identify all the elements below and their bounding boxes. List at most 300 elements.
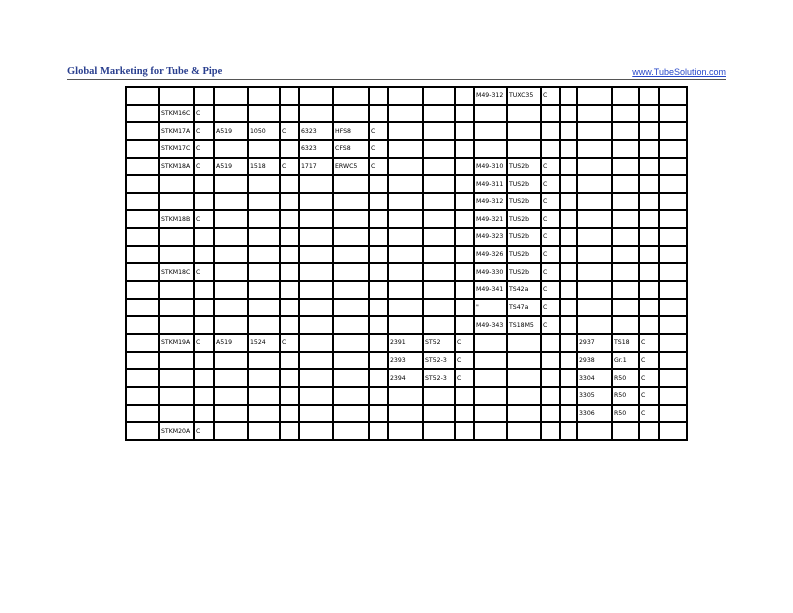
- table-row: [126, 122, 687, 140]
- table-cell: [577, 281, 612, 299]
- table-cell: [299, 352, 333, 370]
- table-cell: [280, 263, 299, 281]
- table-row: [126, 210, 687, 228]
- table-cell: [639, 87, 659, 105]
- table-cell: [194, 228, 214, 246]
- table-cell: [560, 422, 577, 440]
- table-cell: [455, 140, 474, 158]
- table-cell: [639, 140, 659, 158]
- table-cell: [639, 299, 659, 317]
- table-cell: [455, 122, 474, 140]
- table-cell: 3306: [577, 405, 612, 423]
- table-cell: C: [541, 246, 560, 264]
- table-cell: [388, 281, 423, 299]
- table-cell: A519: [214, 122, 248, 140]
- table-cell: [280, 193, 299, 211]
- table-cell: [541, 334, 560, 352]
- table-cell: [560, 369, 577, 387]
- table-cell: 2394: [388, 369, 423, 387]
- table-cell: [333, 316, 369, 334]
- table-cell: [474, 369, 507, 387]
- table-cell: [280, 422, 299, 440]
- table-cell: [248, 175, 280, 193]
- table-cell: [369, 281, 388, 299]
- table-cell: C: [369, 140, 388, 158]
- table-cell: [423, 87, 455, 105]
- table-cell: [507, 422, 541, 440]
- table-cell: [639, 246, 659, 264]
- table-cell: [194, 299, 214, 317]
- table-cell: [280, 210, 299, 228]
- table-cell: 1524: [248, 334, 280, 352]
- table-cell: STKM16C: [159, 105, 194, 123]
- table-cell: [126, 405, 159, 423]
- table-cell: [507, 369, 541, 387]
- table-row: [126, 158, 687, 176]
- table-cell: [126, 352, 159, 370]
- table-cell: [541, 369, 560, 387]
- table-cell: STKM18B: [159, 210, 194, 228]
- table-cell: TS18M5: [507, 316, 541, 334]
- table-cell: TUS2b: [507, 210, 541, 228]
- table-row: [126, 352, 687, 370]
- table-cell: TS47a: [507, 299, 541, 317]
- table-cell: [126, 228, 159, 246]
- table-cell: C: [194, 422, 214, 440]
- table-cell: [659, 334, 687, 352]
- table-cell: [612, 175, 639, 193]
- table-cell: [299, 246, 333, 264]
- table-cell: [577, 87, 612, 105]
- table-cell: C: [194, 334, 214, 352]
- table-cell: 1717: [299, 158, 333, 176]
- table-cell: [541, 140, 560, 158]
- table-cell: [248, 140, 280, 158]
- table-cell: [455, 422, 474, 440]
- table-cell: [299, 316, 333, 334]
- table-cell: CFS8: [333, 140, 369, 158]
- table-cell: [423, 281, 455, 299]
- table-cell: [388, 299, 423, 317]
- table-cell: [560, 334, 577, 352]
- table-cell: [214, 228, 248, 246]
- table-cell: [214, 210, 248, 228]
- table-cell: [659, 210, 687, 228]
- table-cell: [126, 193, 159, 211]
- table-cell: C: [455, 334, 474, 352]
- table-cell: [577, 122, 612, 140]
- table-cell: [612, 193, 639, 211]
- table-cell: [639, 263, 659, 281]
- table-cell: C: [455, 369, 474, 387]
- table-cell: [388, 140, 423, 158]
- table-cell: M49-312: [474, 193, 507, 211]
- table-cell: [577, 422, 612, 440]
- table-cell: [423, 158, 455, 176]
- table-cell: M49-310: [474, 158, 507, 176]
- table-cell: [474, 387, 507, 405]
- table-cell: [126, 316, 159, 334]
- table-cell: C: [541, 158, 560, 176]
- table-cell: [194, 193, 214, 211]
- table-cell: [248, 87, 280, 105]
- table-cell: [369, 387, 388, 405]
- table-cell: [560, 246, 577, 264]
- table-cell: [659, 422, 687, 440]
- table-cell: [194, 246, 214, 264]
- table-cell: [423, 210, 455, 228]
- table-cell: [126, 246, 159, 264]
- table-cell: [659, 405, 687, 423]
- header-divider: [67, 79, 726, 80]
- table-cell: C: [194, 122, 214, 140]
- table-cell: [659, 193, 687, 211]
- table-cell: [126, 263, 159, 281]
- table-cell: [474, 422, 507, 440]
- table-cell: [474, 334, 507, 352]
- table-cell: [280, 299, 299, 317]
- table-cell: [194, 369, 214, 387]
- table-cell: [560, 105, 577, 123]
- table-cell: [369, 263, 388, 281]
- table-cell: [333, 228, 369, 246]
- table-cell: [194, 316, 214, 334]
- table-cell: [299, 387, 333, 405]
- table-cell: [280, 352, 299, 370]
- table-cell: [194, 281, 214, 299]
- table-cell: [639, 105, 659, 123]
- table-cell: [126, 387, 159, 405]
- table-cell: M49-341: [474, 281, 507, 299]
- table-cell: R50: [612, 369, 639, 387]
- table-cell: [639, 210, 659, 228]
- table-cell: [388, 210, 423, 228]
- table-cell: [639, 175, 659, 193]
- table-cell: [388, 246, 423, 264]
- table-cell: [388, 175, 423, 193]
- table-cell: [577, 299, 612, 317]
- table-cell: [280, 105, 299, 123]
- table-row: [126, 140, 687, 158]
- table-cell: [248, 387, 280, 405]
- table-cell: [333, 299, 369, 317]
- table-cell: [369, 405, 388, 423]
- table-cell: [455, 299, 474, 317]
- table-cell: [194, 87, 214, 105]
- table-cell: [388, 316, 423, 334]
- table-row: [126, 246, 687, 264]
- table-row: [126, 263, 687, 281]
- table-cell: [388, 263, 423, 281]
- table-cell: C: [541, 263, 560, 281]
- table-cell: [369, 316, 388, 334]
- table-cell: [333, 193, 369, 211]
- header-title: Global Marketing for Tube & Pipe: [67, 66, 223, 77]
- table-cell: [248, 263, 280, 281]
- table-cell: [333, 387, 369, 405]
- table-cell: A519: [214, 158, 248, 176]
- table-cell: R50: [612, 387, 639, 405]
- table-cell: [423, 246, 455, 264]
- table-cell: [612, 299, 639, 317]
- table-cell: 2391: [388, 334, 423, 352]
- table-cell: [612, 158, 639, 176]
- table-cell: C: [280, 122, 299, 140]
- table-cell: [333, 87, 369, 105]
- table-cell: C: [639, 405, 659, 423]
- table-cell: [299, 334, 333, 352]
- table-cell: [639, 422, 659, 440]
- table-cell: C: [541, 299, 560, 317]
- table-cell: [280, 316, 299, 334]
- table-cell: [214, 193, 248, 211]
- table-cell: [560, 210, 577, 228]
- table-cell: [541, 387, 560, 405]
- table-cell: [612, 422, 639, 440]
- table-cell: [248, 105, 280, 123]
- table-cell: [369, 228, 388, 246]
- table-cell: C: [369, 158, 388, 176]
- table-cell: [214, 422, 248, 440]
- table-cell: [612, 105, 639, 123]
- table-cell: [159, 281, 194, 299]
- table-cell: [388, 405, 423, 423]
- table-cell: TS18: [612, 334, 639, 352]
- table-cell: M49-311: [474, 175, 507, 193]
- table-cell: [159, 228, 194, 246]
- table-cell: [541, 422, 560, 440]
- table-cell: [507, 405, 541, 423]
- table-cell: [299, 210, 333, 228]
- table-cell: [214, 246, 248, 264]
- website-link[interactable]: www.TubeSolution.com: [632, 67, 726, 77]
- table-cell: [299, 369, 333, 387]
- table-cell: [455, 105, 474, 123]
- table-row: [126, 87, 687, 105]
- table-cell: TUS2b: [507, 246, 541, 264]
- table-cell: TUXC35: [507, 87, 541, 105]
- table-cell: [560, 158, 577, 176]
- table-cell: [248, 299, 280, 317]
- table-cell: [639, 158, 659, 176]
- table-cell: [455, 193, 474, 211]
- table-cell: [423, 105, 455, 123]
- table-cell: TUS2b: [507, 228, 541, 246]
- table-cell: [659, 175, 687, 193]
- table-cell: C: [280, 158, 299, 176]
- table-cell: [455, 175, 474, 193]
- table-cell: 2393: [388, 352, 423, 370]
- table-row: [126, 105, 687, 123]
- table-cell: [659, 352, 687, 370]
- table-cell: [455, 246, 474, 264]
- table-cell: [639, 316, 659, 334]
- table-cell: C: [639, 387, 659, 405]
- table-cell: [659, 140, 687, 158]
- table-row: [126, 281, 687, 299]
- table-cell: M49-323: [474, 228, 507, 246]
- table-cell: [612, 316, 639, 334]
- table-cell: [369, 105, 388, 123]
- table-cell: [423, 140, 455, 158]
- table-cell: [280, 405, 299, 423]
- table-cell: [214, 105, 248, 123]
- table-cell: [333, 422, 369, 440]
- table-cell: [560, 263, 577, 281]
- table-cell: [159, 193, 194, 211]
- table-cell: M49-321: [474, 210, 507, 228]
- table-body: [126, 87, 687, 440]
- table-cell: C: [194, 210, 214, 228]
- table-cell: [299, 405, 333, 423]
- table-cell: [126, 299, 159, 317]
- table-cell: [612, 210, 639, 228]
- table-cell: [639, 193, 659, 211]
- table-cell: C: [194, 263, 214, 281]
- table-cell: [560, 193, 577, 211]
- table-cell: [612, 122, 639, 140]
- table-cell: [507, 122, 541, 140]
- table-cell: [299, 193, 333, 211]
- table-cell: [388, 193, 423, 211]
- table-cell: C: [369, 122, 388, 140]
- table-cell: [369, 175, 388, 193]
- table-cell: [541, 405, 560, 423]
- table-cell: C: [194, 105, 214, 123]
- table-cell: [159, 369, 194, 387]
- table-cell: [577, 210, 612, 228]
- table-cell: [612, 228, 639, 246]
- table-cell: [214, 175, 248, 193]
- table-cell: [369, 193, 388, 211]
- table-cell: [159, 316, 194, 334]
- table-cell: STKM19A: [159, 334, 194, 352]
- table-cell: [194, 352, 214, 370]
- table-cell: [423, 405, 455, 423]
- table-cell: TUS2b: [507, 193, 541, 211]
- table-cell: [299, 299, 333, 317]
- table-cell: [659, 299, 687, 317]
- table-cell: STKM18C: [159, 263, 194, 281]
- table-cell: [333, 369, 369, 387]
- table-cell: [507, 352, 541, 370]
- table-cell: [507, 140, 541, 158]
- table-cell: [474, 352, 507, 370]
- table-cell: [659, 246, 687, 264]
- table-cell: 6323: [299, 122, 333, 140]
- table-cell: [659, 122, 687, 140]
- table-cell: [455, 210, 474, 228]
- table-cell: C: [639, 352, 659, 370]
- table-cell: C: [194, 140, 214, 158]
- table-cell: [214, 405, 248, 423]
- table-cell: [423, 316, 455, 334]
- table-cell: [369, 299, 388, 317]
- table-cell: [214, 140, 248, 158]
- table-cell: [333, 263, 369, 281]
- table-cell: 2937: [577, 334, 612, 352]
- table-cell: TUS2b: [507, 263, 541, 281]
- table-cell: [159, 87, 194, 105]
- table-cell: [455, 281, 474, 299]
- table-cell: C: [541, 228, 560, 246]
- table-cell: [541, 352, 560, 370]
- table-cell: 3304: [577, 369, 612, 387]
- table-cell: [423, 422, 455, 440]
- table-cell: [659, 263, 687, 281]
- table-cell: [333, 105, 369, 123]
- table-cell: [560, 87, 577, 105]
- table-cell: [388, 228, 423, 246]
- table-cell: M49-326: [474, 246, 507, 264]
- table-cell: [214, 387, 248, 405]
- table-cell: [577, 105, 612, 123]
- table-cell: [214, 316, 248, 334]
- table-cell: [248, 316, 280, 334]
- table-cell: [214, 299, 248, 317]
- table-row: [126, 369, 687, 387]
- table-cell: [333, 334, 369, 352]
- table-cell: ERWC5: [333, 158, 369, 176]
- table-cell: [299, 175, 333, 193]
- table-cell: [159, 352, 194, 370]
- table-cell: [159, 246, 194, 264]
- table-cell: TUS2b: [507, 158, 541, 176]
- table-cell: C: [541, 210, 560, 228]
- table-cell: ST52: [423, 334, 455, 352]
- table-row: [126, 299, 687, 317]
- table-cell: [126, 334, 159, 352]
- table-cell: 3305: [577, 387, 612, 405]
- table-cell: [423, 193, 455, 211]
- table-cell: [455, 158, 474, 176]
- table-cell: [577, 316, 612, 334]
- table-cell: C: [541, 193, 560, 211]
- table-cell: [612, 87, 639, 105]
- table-cell: C: [280, 334, 299, 352]
- table-cell: [659, 105, 687, 123]
- table-row: [126, 422, 687, 440]
- table-cell: [423, 387, 455, 405]
- table-cell: [560, 316, 577, 334]
- table-cell: [126, 369, 159, 387]
- table-cell: [541, 122, 560, 140]
- table-cell: [423, 228, 455, 246]
- table-cell: [369, 210, 388, 228]
- table-cell: [659, 87, 687, 105]
- page-header: [67, 66, 726, 80]
- table-cell: [612, 140, 639, 158]
- table-cell: [612, 263, 639, 281]
- table-cell: [560, 140, 577, 158]
- table-cell: [159, 405, 194, 423]
- table-cell: C: [541, 87, 560, 105]
- table-cell: [423, 122, 455, 140]
- table-cell: C: [541, 175, 560, 193]
- table-cell: [659, 281, 687, 299]
- table-cell: [659, 316, 687, 334]
- table-cell: [507, 334, 541, 352]
- table-cell: [333, 175, 369, 193]
- table-cell: [214, 369, 248, 387]
- table-cell: [280, 281, 299, 299]
- table-cell: [369, 334, 388, 352]
- table-row: [126, 316, 687, 334]
- table-cell: [214, 263, 248, 281]
- table-row: [126, 193, 687, 211]
- table-cell: [560, 281, 577, 299]
- table-cell: [659, 158, 687, 176]
